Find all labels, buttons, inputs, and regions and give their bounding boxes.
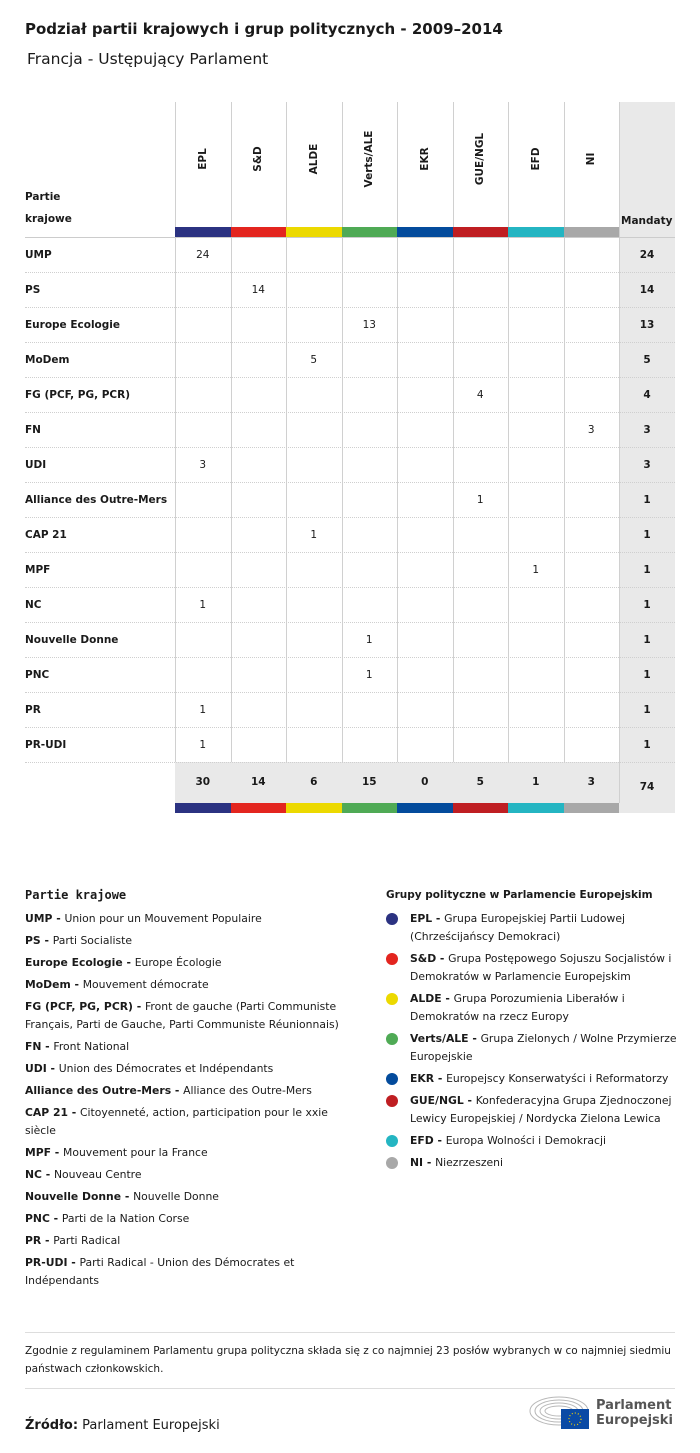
seat-value: 1 (199, 739, 207, 751)
party-desc: Front National (53, 1040, 130, 1053)
party-abbr: PS (25, 934, 41, 947)
seat-value: 4 (476, 389, 484, 401)
group-color-dot-icon (386, 1095, 398, 1107)
party-label: MPF (25, 564, 51, 576)
group-header-label: NI (585, 152, 597, 166)
group-header-label: S&D (252, 146, 264, 172)
party-desc: Alliance des Outre-Mers (183, 1084, 312, 1097)
page-title: Podział partii krajowych i grup politycznych - 2009–2014 (25, 20, 503, 38)
party-desc: Union pour un Mouvement Populaire (64, 912, 262, 925)
footnote: Zgodnie z regulaminem Parlamentu grupa polityczna składa się z co najmniej 23 posłów wybranych w co najmniej siedmiu państwach członkowskich. (25, 1332, 675, 1389)
party-abbr: PR (25, 1234, 42, 1247)
group-color-bar-bottom (564, 803, 620, 813)
row-total: 1 (643, 599, 651, 611)
group-color-bar (231, 227, 287, 237)
group-color-dot-icon (386, 993, 398, 1005)
group-color-dot-icon (386, 913, 398, 925)
group-abbr: S&D (410, 952, 437, 965)
group-header-label: Verts/ALE (363, 130, 375, 188)
group-color-bar-bottom (175, 803, 231, 813)
group-desc: Europejscy Konserwatyści i Reformatorzy (446, 1072, 669, 1085)
group-header-label: ALDE (307, 143, 320, 175)
party-desc: Nouvelle Donne (133, 1190, 219, 1203)
party-legend-item: Nouvelle Donne - Nouvelle Donne (25, 1190, 219, 1203)
party-label: FG (PCF, PG, PCR) (25, 389, 131, 401)
party-desc: Europe Écologie (134, 956, 222, 969)
group-color-bar (564, 227, 620, 237)
row-divider (25, 762, 675, 763)
party-legend-item: PS - Parti Socialiste (25, 934, 132, 947)
party-legend-item: PR-UDI - Parti Radical - Union des Démocrates et Indépendants (25, 1256, 295, 1287)
group-legend-item: GUE/NGL - Konfederacyjna Grupa Zjednoczonej Lewicy Europejskiej / Nordycka Zielona Lewica (386, 1092, 681, 1128)
group-header-ekr (397, 102, 452, 227)
group-color-dot-icon (386, 1073, 398, 1085)
row-total: 1 (643, 704, 651, 716)
party-desc: Parti Radical (53, 1234, 121, 1247)
row-divider (25, 552, 675, 553)
party-abbr: Nouvelle Donne (25, 1190, 122, 1203)
group-color-bar-bottom (231, 803, 287, 813)
row-total: 24 (639, 249, 655, 261)
row-total: 1 (643, 564, 651, 576)
party-abbr: UMP (25, 912, 53, 925)
party-abbr: FN (25, 1040, 42, 1053)
group-header-epl (175, 102, 230, 227)
group-color-bar-bottom (508, 803, 564, 813)
group-abbr: ALDE (410, 992, 442, 1005)
row-divider (25, 692, 675, 693)
group-legend (386, 886, 681, 1176)
party-abbr: MPF (25, 1146, 52, 1159)
row-total: 1 (643, 494, 651, 506)
group-abbr: EKR (410, 1072, 435, 1085)
group-desc: Grupa Europejskiej Partii Ludowej (Chrześcijańscy Demokraci) (410, 912, 625, 943)
party-abbr: MoDem (25, 978, 71, 991)
group-total: 14 (250, 776, 266, 788)
row-divider (25, 412, 675, 413)
party-legend-item: FG (PCF, PG, PCR) - Front de gauche (Parti Communiste Français, Parti de Gauche, Parti Communiste Réunionnais) (25, 1000, 339, 1031)
party-desc: Union des Démocrates et Indépendants (58, 1062, 274, 1075)
group-total: 3 (587, 776, 595, 788)
group-total: 5 (476, 776, 484, 788)
group-total: 30 (195, 776, 211, 788)
label-header-line2: krajowe (25, 213, 72, 225)
group-color-bar (453, 227, 509, 237)
group-desc: Niezrzeszeni (435, 1156, 503, 1169)
group-abbr: NI (410, 1156, 424, 1169)
group-header-alde (286, 102, 341, 227)
group-color-dot-icon (386, 1135, 398, 1147)
header-divider (25, 237, 675, 238)
seat-value: 1 (532, 564, 540, 576)
group-header-ni (564, 102, 619, 227)
row-divider (25, 272, 675, 273)
party-legend-item: CAP 21 - Citoyenneté, action, participation pour le xxie siècle (25, 1106, 328, 1137)
party-legend-item: UDI - Union des Démocrates et Indépendants (25, 1062, 274, 1075)
row-divider (25, 622, 675, 623)
group-color-dot-icon (386, 953, 398, 965)
party-label: NC (25, 599, 42, 611)
party-desc: Front de gauche (Parti Communiste Français, Parti de Gauche, Parti Communiste Réunionnais) (25, 1000, 339, 1031)
seat-value: 5 (310, 354, 318, 366)
group-total: 6 (310, 776, 318, 788)
party-abbr: UDI (25, 1062, 47, 1075)
group-desc: Grupa Zielonych / Wolne Przymierze Europejskie (410, 1032, 677, 1063)
party-abbr: Alliance des Outre-Mers (25, 1084, 172, 1097)
party-abbr: NC (25, 1168, 42, 1181)
group-legend-title: Grupy polityczne w Parlamencie Europejskim (386, 889, 653, 901)
source-label: Źródło: (25, 1418, 79, 1433)
group-color-bar (508, 227, 564, 237)
group-legend-item: S&D - Grupa Postępowego Sojuszu Socjalistów i Demokratów w Parlamencie Europejskim (386, 950, 681, 986)
row-total: 1 (643, 529, 651, 541)
label-header-line1: Partie (25, 191, 61, 203)
group-legend-item: Verts/ALE - Grupa Zielonych / Wolne Przymierze Europejskie (386, 1030, 681, 1066)
party-desc: Mouvement pour la France (63, 1146, 208, 1159)
row-total: 1 (643, 634, 651, 646)
party-legend (25, 886, 355, 1294)
party-label: PR (25, 704, 41, 716)
party-desc: Mouvement démocrate (82, 978, 209, 991)
group-abbr: EFD (410, 1134, 434, 1147)
group-legend-item: NI - Niezrzeszeni (386, 1154, 681, 1172)
parliament-hemicycle-icon (528, 1395, 590, 1431)
group-color-bar (286, 227, 342, 237)
party-desc: Parti Socialiste (52, 934, 132, 947)
party-legend-item: PR - Parti Radical (25, 1234, 121, 1247)
group-desc: Konfederacyjna Grupa Zjednoczonej Lewicy Europejskiej / Nordycka Zielona Lewica (410, 1094, 672, 1125)
group-total: 0 (421, 776, 429, 788)
page-subtitle: Francja - Ustępujący Parlament (27, 50, 269, 68)
logo-line1: Parlament (596, 1398, 672, 1413)
party-abbr: CAP 21 (25, 1106, 68, 1119)
party-label: FN (25, 424, 41, 436)
party-label: Europe Ecologie (25, 319, 120, 331)
seat-value: 1 (199, 704, 207, 716)
total-header: Mandaty (621, 215, 673, 227)
group-abbr: EPL (410, 912, 433, 925)
row-divider (25, 587, 675, 588)
party-label: PR-UDI (25, 739, 67, 751)
party-legend-item: MoDem - Mouvement démocrate (25, 978, 209, 991)
group-desc: Grupa Postępowego Sojuszu Socjalistów i Demokratów w Parlamencie Europejskim (410, 952, 672, 983)
row-divider (25, 657, 675, 658)
group-header-label: EKR (418, 147, 431, 171)
party-legend-item: Alliance des Outre-Mers - Alliance des Outre-Mers (25, 1084, 312, 1097)
group-color-bar-bottom (397, 803, 453, 813)
party-label: UMP (25, 249, 52, 261)
row-divider (25, 517, 675, 518)
seat-value: 3 (199, 459, 207, 471)
group-abbr: GUE/NGL (410, 1094, 464, 1107)
party-label: MoDem (25, 354, 70, 366)
party-desc: Citoyenneté, action, participation pour le xxie siècle (25, 1106, 328, 1137)
source-value: Parlament Europejski (82, 1418, 220, 1433)
row-divider (25, 377, 675, 378)
row-divider (25, 307, 675, 308)
group-color-bar-bottom (286, 803, 342, 813)
row-divider (25, 482, 675, 483)
party-legend-item: UMP - Union pour un Mouvement Populaire (25, 912, 262, 925)
group-color-bar (342, 227, 398, 237)
party-legend-item: FN - Front National (25, 1040, 130, 1053)
group-color-bar (397, 227, 453, 237)
row-total: 1 (643, 739, 651, 751)
party-label: Nouvelle Donne (25, 634, 119, 646)
party-legend-item: NC - Nouveau Centre (25, 1168, 142, 1181)
party-abbr: FG (PCF, PG, PCR) (25, 1000, 133, 1013)
column-divider (619, 102, 620, 803)
grand-total: 74 (639, 781, 655, 793)
group-header-efd (508, 102, 563, 227)
row-divider (25, 342, 675, 343)
group-header-guengl (453, 102, 508, 227)
seat-value: 1 (199, 599, 207, 611)
logo-line2: Europejski (596, 1413, 673, 1428)
row-total: 1 (643, 669, 651, 681)
group-header-label: GUE/NGL (474, 132, 486, 186)
seat-value: 14 (251, 284, 265, 296)
source (25, 1418, 220, 1433)
group-legend-item: EKR - Europejscy Konserwatyści i Reformatorzy (386, 1070, 681, 1088)
seat-value: 13 (362, 319, 376, 331)
party-label: PS (25, 284, 41, 296)
group-color-bar-bottom (342, 803, 398, 813)
group-header-label: EPL (196, 148, 209, 170)
group-total: 15 (361, 776, 377, 788)
party-legend-item: PNC - Parti de la Nation Corse (25, 1212, 190, 1225)
seat-value: 1 (310, 529, 318, 541)
group-total: 1 (532, 776, 540, 788)
group-header-vertsale (342, 102, 397, 227)
seat-table (25, 102, 675, 813)
group-header-sd (231, 102, 286, 227)
party-desc: Parti Radical - Union des Démocrates et Indépendants (25, 1256, 295, 1287)
group-legend-item: ALDE - Grupa Porozumienia Liberałów i Demokratów na rzecz Europy (386, 990, 681, 1026)
group-desc: Grupa Porozumienia Liberałów i Demokratów na rzecz Europy (410, 992, 625, 1023)
row-total: 13 (639, 319, 655, 331)
group-color-bar-bottom (453, 803, 509, 813)
party-legend-item: MPF - Mouvement pour la France (25, 1146, 208, 1159)
label-header (25, 186, 72, 230)
party-desc: Parti de la Nation Corse (61, 1212, 190, 1225)
group-abbr: Verts/ALE (410, 1032, 469, 1045)
group-color-bar (175, 227, 231, 237)
row-total: 14 (639, 284, 655, 296)
party-label: UDI (25, 459, 47, 471)
party-abbr: PNC (25, 1212, 50, 1225)
group-desc: Europa Wolności i Demokracji (445, 1134, 606, 1147)
row-divider (25, 447, 675, 448)
row-total: 4 (643, 389, 651, 401)
group-legend-item: EPL - Grupa Europejskiej Partii Ludowej (Chrześcijańscy Demokraci) (386, 910, 681, 946)
party-label: PNC (25, 669, 50, 681)
party-abbr: Europe Ecologie (25, 956, 123, 969)
seat-value: 1 (476, 494, 484, 506)
party-abbr: PR-UDI (25, 1256, 68, 1269)
party-label: CAP 21 (25, 529, 67, 541)
row-divider (25, 727, 675, 728)
group-legend-item: EFD - Europa Wolności i Demokracji (386, 1132, 681, 1150)
row-total: 3 (643, 424, 651, 436)
seat-value: 3 (587, 424, 595, 436)
seat-value: 24 (196, 249, 210, 261)
party-legend-title: Partie krajowe (25, 888, 127, 902)
party-desc: Nouveau Centre (53, 1168, 142, 1181)
group-header-label: EFD (529, 147, 542, 171)
group-color-dot-icon (386, 1157, 398, 1169)
group-color-dot-icon (386, 1033, 398, 1045)
row-total: 5 (643, 354, 651, 366)
party-label: Alliance des Outre-Mers (25, 494, 168, 506)
seat-value: 1 (365, 669, 373, 681)
party-legend-item: Europe Ecologie - Europe Écologie (25, 956, 222, 969)
ep-logo (528, 1395, 673, 1431)
seat-value: 1 (365, 634, 373, 646)
row-total: 3 (643, 459, 651, 471)
